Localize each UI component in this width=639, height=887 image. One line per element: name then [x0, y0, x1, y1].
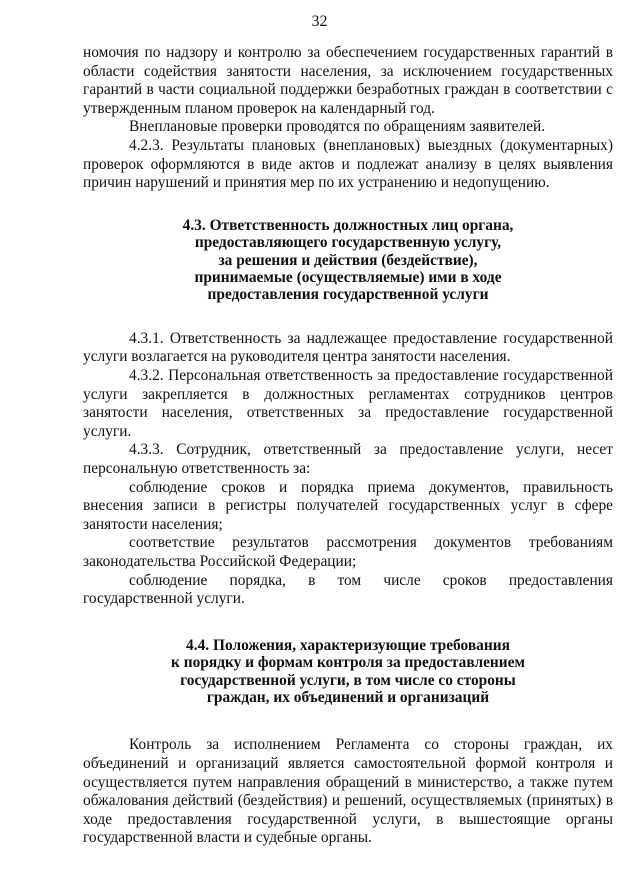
paragraph-responsibility-item: соблюдение порядка, в том числе сроков предоставления государственной услуги.: [83, 571, 613, 608]
paragraph-4-3-3: 4.3.3. Сотрудник, ответственный за предоставление услуги, несет персональную ответственность за:: [83, 441, 613, 477]
heading-line: предоставляющего государственную услугу,: [194, 234, 502, 252]
spacer: [83, 706, 613, 736]
paragraph-4-3-1: 4.3.1. Ответственность за надлежащее предоставление государственной услуги возлагается на руководителя центра занятости населения.: [83, 329, 613, 366]
paragraph-4-3-2: 4.3.2. Персональная ответственность за предоставление государственной услуги закрепляется в должностных регламентах сотрудников центров занятости населения, ответственных за предоставление государственной услуги.: [83, 366, 613, 440]
spacer: [83, 193, 613, 217]
section-heading-4-3: [83, 217, 613, 304]
paragraph-responsibility-item: соблюдение сроков и порядка приема документов, правильность внесения записи в регистры получателей государственных услуг в сфере занятости населения;: [83, 478, 613, 533]
heading-line: к порядку и формам контроля за предоставлением: [171, 654, 525, 672]
paragraph-4-2-3: 4.2.3. Результаты плановых (внеплановых) выездных (документарных) проверок оформляются в виде актов и подлежат анализу в целях выявления причин нарушений и принятия мер по их устранению и недопущению.: [83, 136, 613, 192]
spacer: [83, 304, 613, 330]
heading-line: предоставления государственной услуги: [207, 286, 489, 304]
paragraph-unscheduled-inspections: Внеплановые проверки проводятся по обращениям заявителей.: [129, 118, 546, 136]
heading-line: государственной услуги, в том числе со стороны: [180, 671, 516, 689]
paragraph-responsibility-item: соответствие результатов рассмотрения документов требованиям законодательства Российской Федерации;: [83, 534, 613, 570]
heading-line: принимаемые (осуществляемые) ими в ходе: [194, 268, 502, 286]
section-heading-4-4: [83, 637, 613, 707]
page-number: 32: [311, 13, 328, 30]
heading-line: за решения и действия (бездействие),: [218, 251, 478, 269]
page-body: [83, 44, 613, 848]
paragraph-citizen-control: Контроль за исполнением Регламента со стороны граждан, их объединений и организаций является самостоятельной формой контроля и осуществляется путем направления обращений в министерство, а также путем обжалования действий (бездействия) и решений, осуществляемых (принятых) в ходе предоставления государственной услуги, в вышестоящие органы государственной власти и судебные органы.: [83, 736, 613, 847]
heading-line: 4.3. Ответственность должностных лиц органа,: [182, 216, 514, 234]
heading-line: граждан, их объединений и организаций: [206, 688, 490, 706]
paragraph-oversight-powers: номочия по надзору и контролю за обеспечением государственных гарантий в области содействия занятости населения, за исключением государственных гарантий в части социальной поддержки безработных граждан в соответствии с утвержденным планом проверок на календарный год.: [83, 44, 613, 117]
spacer: [83, 609, 613, 637]
heading-line: 4.4. Положения, характеризующие требования: [186, 636, 510, 654]
